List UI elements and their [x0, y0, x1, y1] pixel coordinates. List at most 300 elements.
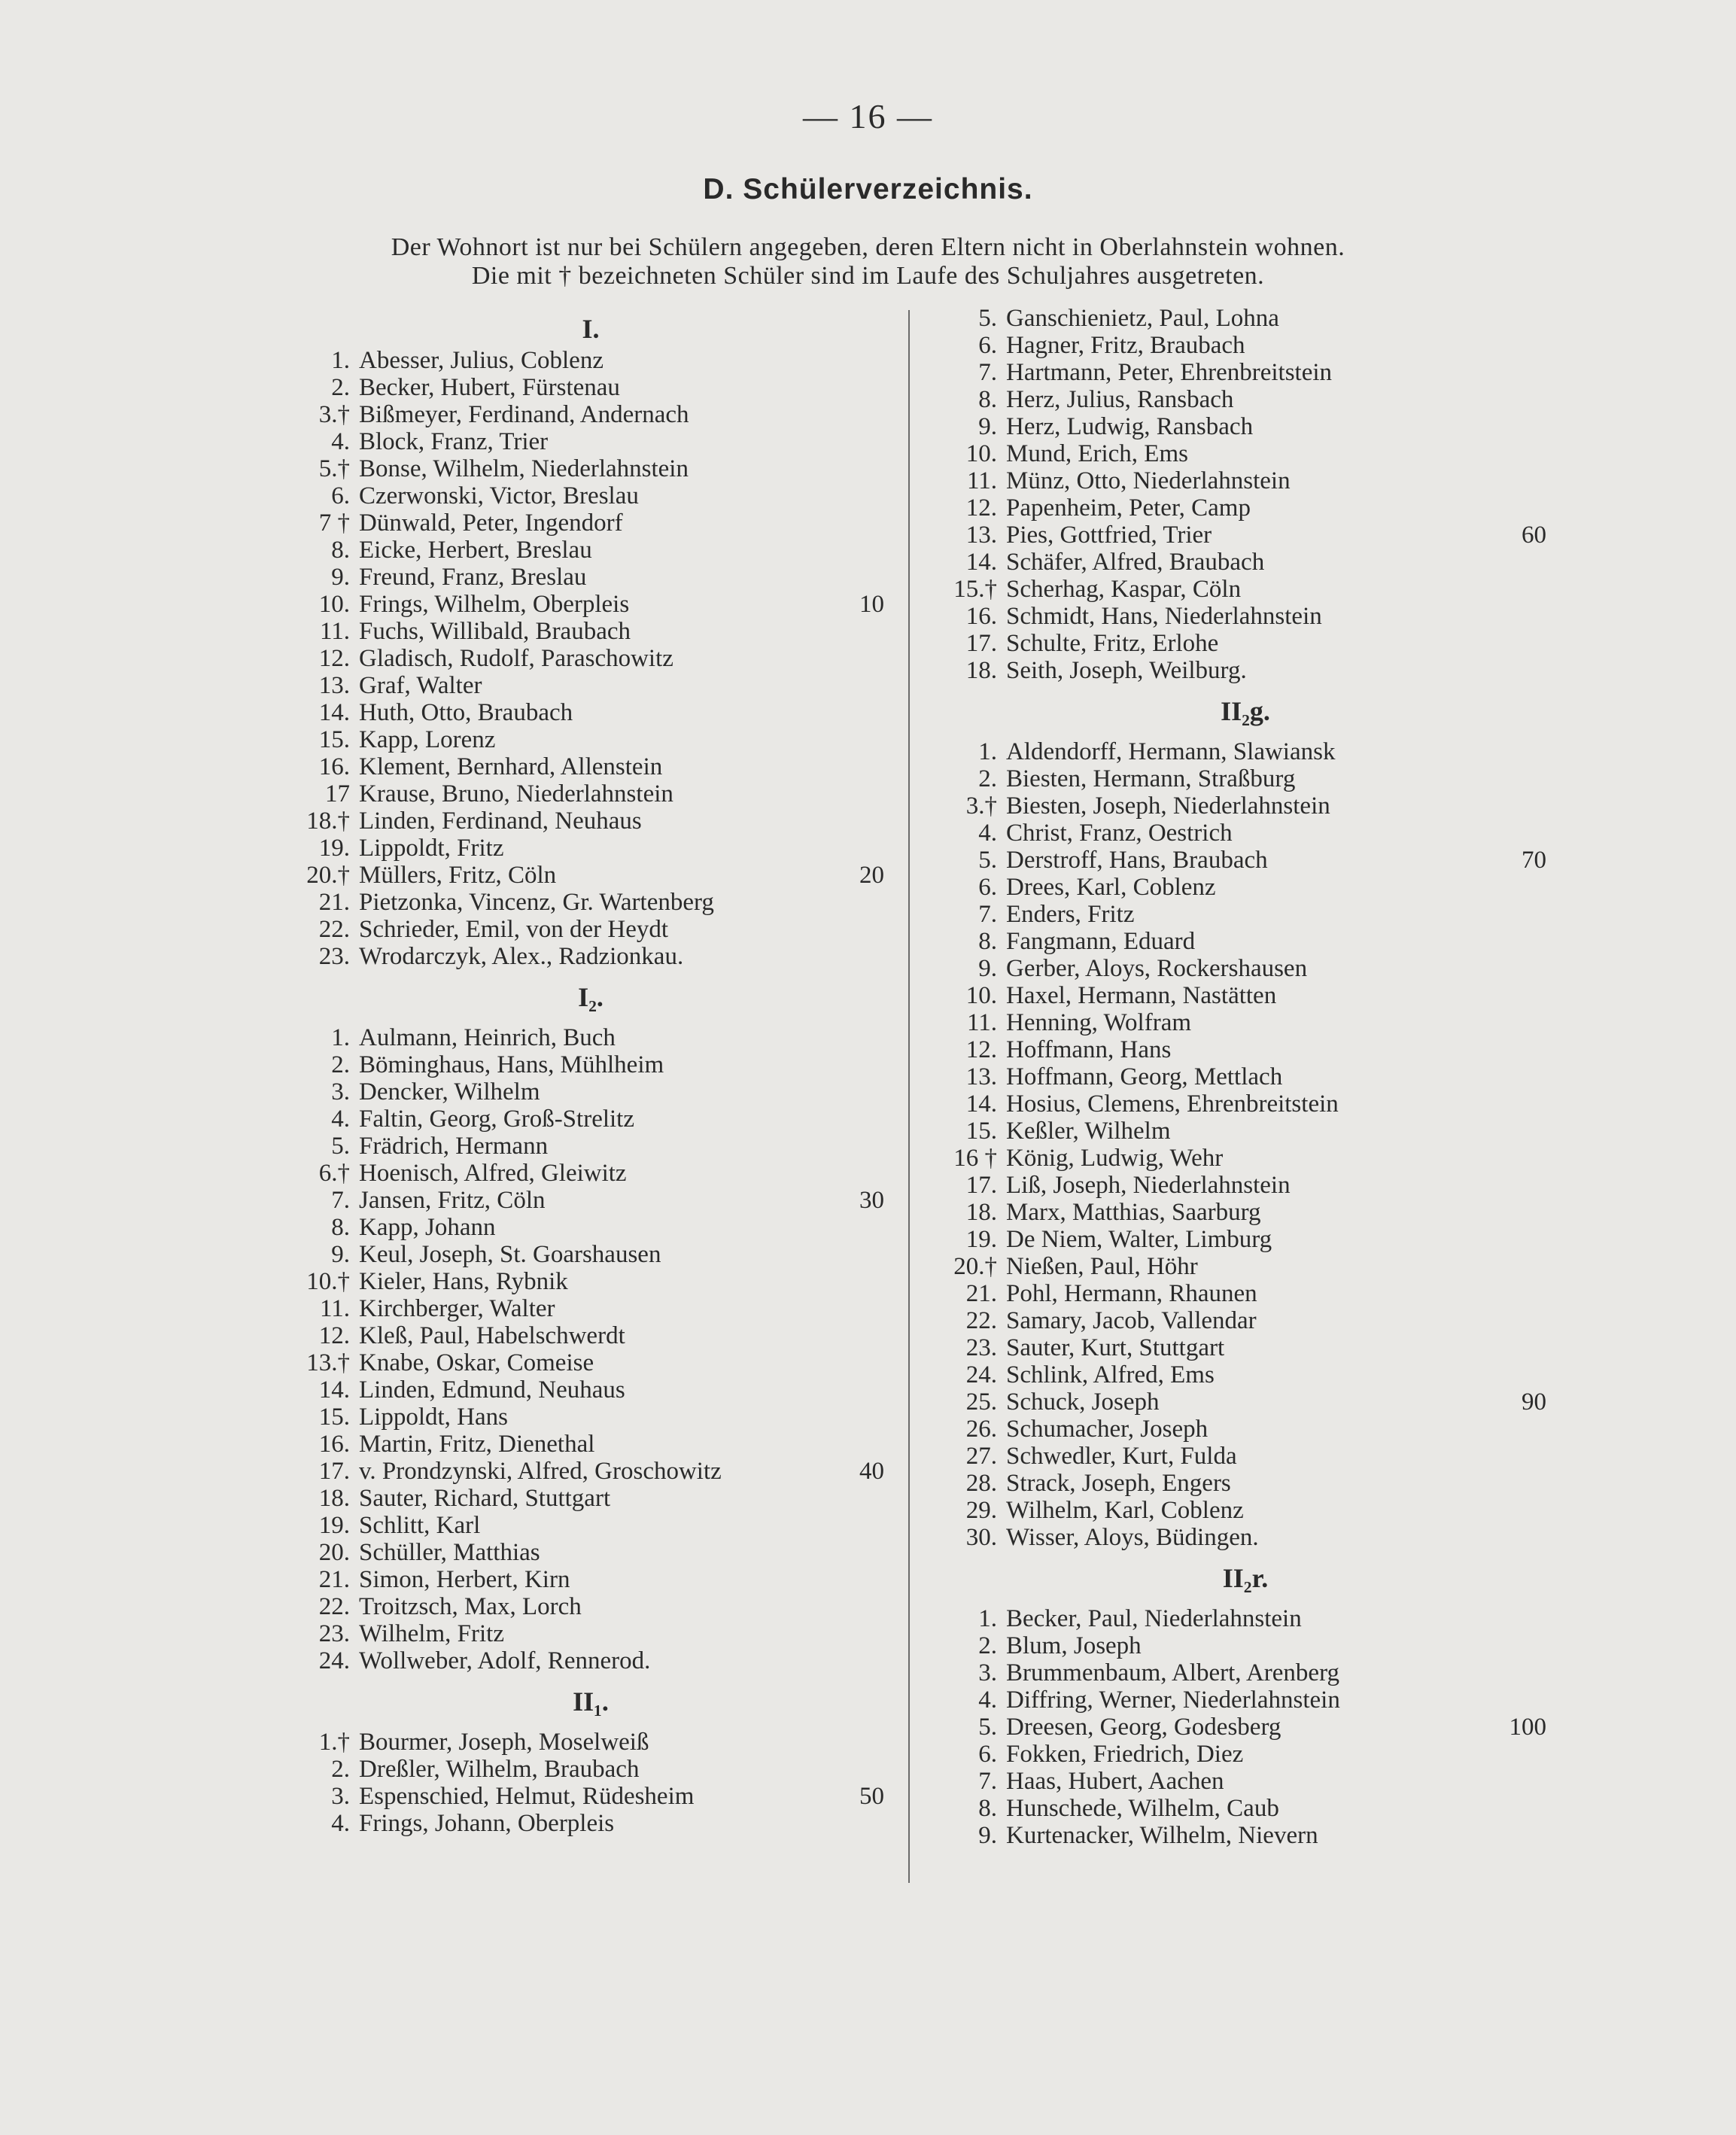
student-row: [944, 1036, 1546, 1063]
student-entry: Ganschienietz, Paul, Lohna: [1006, 305, 1279, 332]
student-number: 17.: [318, 1458, 350, 1485]
student-row: [297, 916, 884, 943]
student-entry: Becker, Paul, Niederlahnstein: [1006, 1605, 1302, 1632]
student-entry: Czerwonski, Victor, Breslau: [359, 482, 639, 509]
student-number: 23.: [965, 1334, 997, 1361]
student-entry: Wisser, Aloys, Büdingen.: [1006, 1524, 1259, 1551]
student-number: 7 †: [318, 509, 350, 537]
student-row: [297, 699, 884, 726]
student-entry: Bißmeyer, Ferdinand, Andernach: [359, 401, 689, 428]
page-number: — 16 —: [803, 97, 933, 135]
student-row: [297, 943, 884, 970]
section-title: II₂g.: [1221, 696, 1270, 726]
section-II1-continued: [944, 305, 1546, 684]
student-row: [297, 347, 884, 374]
student-number: 13.: [318, 672, 350, 699]
student-entry: Fokken, Friedrich, Diez: [1006, 1741, 1244, 1768]
student-row: [944, 1361, 1546, 1388]
intro-line-1: Der Wohnort ist nur bei Schülern angegeben, deren Eltern nicht in Oberlahnstein wohnen.: [391, 233, 1345, 261]
student-number: 4.: [978, 1686, 997, 1714]
student-entry: Simon, Herbert, Kirn: [359, 1566, 570, 1593]
student-number: 20.†: [306, 862, 350, 889]
column-divider: [908, 310, 910, 1883]
student-row: [944, 1686, 1546, 1714]
student-number: 19.: [318, 835, 350, 862]
student-row: [944, 440, 1546, 467]
student-entry: Linden, Edmund, Neuhaus: [359, 1376, 625, 1404]
student-entry: Christ, Franz, Oestrich: [1006, 820, 1233, 847]
student-entry: Scherhag, Kaspar, Cöln: [1006, 576, 1242, 603]
student-number: 6.: [331, 482, 350, 509]
student-number: 9.: [331, 1241, 350, 1268]
student-number: 6.†: [318, 1160, 350, 1187]
student-number: 8.: [331, 1214, 350, 1241]
student-entry: Strack, Joseph, Engers: [1006, 1470, 1231, 1497]
student-entry: Schuck, Joseph: [1006, 1388, 1160, 1416]
student-row: [297, 1485, 884, 1512]
student-number: 12.: [318, 645, 350, 672]
student-entry: De Niem, Walter, Limburg: [1006, 1226, 1272, 1253]
student-number: 15.†: [953, 576, 997, 603]
student-number: 3.: [331, 1078, 350, 1106]
student-row: [297, 564, 884, 591]
student-row: [944, 1632, 1546, 1659]
student-number: 12.: [965, 494, 997, 522]
student-row: [944, 955, 1546, 982]
student-number: 7.: [978, 359, 997, 386]
student-entry: Schumacher, Joseph: [1006, 1416, 1209, 1443]
student-entry: Seith, Joseph, Weilburg.: [1006, 657, 1247, 684]
section-I2: [297, 970, 884, 1674]
student-number: 20.: [318, 1539, 350, 1566]
student-number: 1.: [978, 1605, 997, 1632]
student-row: [297, 862, 884, 889]
student-entry: Dünwald, Peter, Ingendorf: [359, 509, 623, 537]
student-row: [297, 1322, 884, 1349]
student-row: [944, 901, 1546, 928]
student-entry: Frädrich, Hermann: [359, 1133, 549, 1160]
student-entry: Herz, Ludwig, Ransbach: [1006, 413, 1254, 440]
student-entry: Kleß, Paul, Habelschwerdt: [359, 1322, 625, 1349]
student-row: [944, 1063, 1546, 1090]
student-row: [944, 576, 1546, 603]
student-number: 27.: [965, 1443, 997, 1470]
student-entry: Becker, Hubert, Fürstenau: [359, 374, 620, 401]
student-row: [944, 1822, 1546, 1849]
student-entry: Schwedler, Kurt, Fulda: [1006, 1443, 1237, 1470]
student-number: 5.: [331, 1133, 350, 1160]
student-entry: Mund, Erich, Ems: [1006, 440, 1188, 467]
student-row: [944, 847, 1546, 874]
student-number: 14.: [965, 549, 997, 576]
student-number: 12.: [318, 1322, 350, 1349]
student-entry: Schüller, Matthias: [359, 1539, 540, 1566]
student-row: [944, 792, 1546, 820]
student-number: 2.: [978, 1632, 997, 1659]
student-entry: Dreesen, Georg, Godesberg: [1006, 1714, 1281, 1741]
student-entry: Haxel, Hermann, Nastätten: [1006, 982, 1277, 1009]
student-row: [944, 738, 1546, 765]
student-entry: Frings, Wilhelm, Oberpleis: [359, 591, 630, 618]
student-row: [297, 780, 884, 807]
student-row: [297, 428, 884, 455]
student-row: [944, 332, 1546, 359]
student-number: 5.: [978, 1714, 997, 1741]
student-entry: Hoffmann, Hans: [1006, 1036, 1172, 1063]
student-row: [944, 1118, 1546, 1145]
student-entry: Derstroff, Hans, Braubach: [1006, 847, 1268, 874]
student-row: [944, 1199, 1546, 1226]
student-number: 14.: [318, 1376, 350, 1404]
student-entry: Kurtenacker, Wilhelm, Nievern: [1006, 1822, 1318, 1849]
student-entry: Schlitt, Karl: [359, 1512, 481, 1539]
student-number: 1.: [978, 738, 997, 765]
student-number: 4.: [331, 1810, 350, 1837]
student-row: [944, 874, 1546, 901]
student-row: [297, 1051, 884, 1078]
student-entry: Henning, Wolfram: [1006, 1009, 1192, 1036]
student-row: [297, 889, 884, 916]
student-entry: Biesten, Joseph, Niederlahnstein: [1006, 792, 1330, 820]
student-row: [297, 1404, 884, 1431]
student-number: 22.: [965, 1307, 997, 1334]
student-row: [944, 1253, 1546, 1280]
student-row: [944, 1659, 1546, 1686]
student-entry: Biesten, Hermann, Straßburg: [1006, 765, 1296, 792]
student-row: [297, 1512, 884, 1539]
student-row: [944, 1605, 1546, 1632]
student-number: 2.: [331, 1756, 350, 1783]
student-number: 19.: [318, 1512, 350, 1539]
student-number: 15.: [965, 1118, 997, 1145]
student-number: 10.: [965, 440, 997, 467]
student-row: [297, 1349, 884, 1376]
student-row: [944, 1714, 1546, 1741]
section-title: II₁.: [573, 1686, 609, 1717]
student-row: [297, 618, 884, 645]
student-row: [297, 1620, 884, 1647]
student-row: [944, 1090, 1546, 1118]
student-number: 4.: [331, 428, 350, 455]
student-entry: Aldendorff, Hermann, Slawiansk: [1006, 738, 1336, 765]
student-number: 6.: [978, 874, 997, 901]
student-entry: Enders, Fritz: [1006, 901, 1135, 928]
student-entry: Faltin, Georg, Groß-Strelitz: [359, 1106, 634, 1133]
student-row: [297, 1376, 884, 1404]
student-row: [944, 1497, 1546, 1524]
student-row: [944, 1795, 1546, 1822]
student-number: 3.†: [318, 401, 350, 428]
running-count: 100: [1509, 1714, 1546, 1741]
student-entry: Dencker, Wilhelm: [359, 1078, 540, 1106]
section-title: I.: [582, 314, 600, 344]
student-number: 13.: [965, 522, 997, 549]
student-row: [297, 1458, 884, 1485]
student-row: [297, 1160, 884, 1187]
student-entry: Pietzonka, Vincenz, Gr. Wartenberg: [359, 889, 714, 916]
student-number: 21.: [318, 889, 350, 916]
student-entry: Müllers, Fritz, Cöln: [359, 862, 557, 889]
running-count: 70: [1522, 847, 1546, 874]
student-entry: Schulte, Fritz, Erlohe: [1006, 630, 1219, 657]
student-number: 15.: [318, 1404, 350, 1431]
student-number: 11.: [966, 1009, 997, 1036]
student-entry: Klement, Bernhard, Allenstein: [359, 753, 663, 780]
student-entry: Martin, Fritz, Dienethal: [359, 1431, 595, 1458]
student-number: 18.: [965, 1199, 997, 1226]
student-number: 8.: [978, 386, 997, 413]
student-number: 22.: [318, 916, 350, 943]
student-number: 6.: [978, 1741, 997, 1768]
student-number: 17: [325, 780, 350, 807]
student-row: [944, 982, 1546, 1009]
student-entry: Kapp, Johann: [359, 1214, 496, 1241]
student-number: 9.: [331, 564, 350, 591]
student-entry: Kirchberger, Walter: [359, 1295, 555, 1322]
student-entry: Blum, Joseph: [1006, 1632, 1142, 1659]
student-number: 19.: [965, 1226, 997, 1253]
student-row: [297, 1078, 884, 1106]
student-entry: Eicke, Herbert, Breslau: [359, 537, 592, 564]
student-row: [944, 413, 1546, 440]
student-entry: Linden, Ferdinand, Neuhaus: [359, 807, 642, 835]
student-row: [944, 1768, 1546, 1795]
student-entry: Brummenbaum, Albert, Arenberg: [1006, 1659, 1339, 1686]
student-number: 30.: [965, 1524, 997, 1551]
student-entry: Keßler, Wilhelm: [1006, 1118, 1171, 1145]
student-row: [944, 386, 1546, 413]
student-entry: Diffring, Werner, Niederlahnstein: [1006, 1686, 1340, 1714]
student-row: [944, 630, 1546, 657]
section-title: II₂r.: [1222, 1563, 1269, 1593]
student-entry: Lippoldt, Hans: [359, 1404, 508, 1431]
student-row: [297, 509, 884, 537]
student-entry: Gladisch, Rudolf, Paraschowitz: [359, 645, 673, 672]
student-number: 24.: [318, 1647, 350, 1674]
right-column: [944, 305, 1546, 1849]
running-count: 90: [1522, 1388, 1546, 1416]
student-number: 9.: [978, 955, 997, 982]
student-entry: Fuchs, Willibald, Braubach: [359, 618, 631, 645]
student-row: [944, 1307, 1546, 1334]
student-entry: König, Ludwig, Wehr: [1006, 1145, 1224, 1172]
student-number: 2.: [331, 374, 350, 401]
student-row: [297, 1810, 884, 1837]
student-entry: Jansen, Fritz, Cöln: [359, 1187, 546, 1214]
student-row: [297, 1241, 884, 1268]
student-number: 15.: [318, 726, 350, 753]
student-row: [944, 305, 1546, 332]
student-entry: Hartmann, Peter, Ehrenbreitstein: [1006, 359, 1333, 386]
student-number: 5.: [978, 847, 997, 874]
student-number: 10.†: [306, 1268, 350, 1295]
student-entry: v. Prondzynski, Alfred, Groschowitz: [359, 1458, 722, 1485]
student-row: [297, 455, 884, 482]
student-number: 11.: [319, 1295, 350, 1322]
student-row: [297, 1214, 884, 1241]
student-row: [297, 401, 884, 428]
student-row: [297, 1647, 884, 1674]
student-entry: Dreßler, Wilhelm, Braubach: [359, 1756, 640, 1783]
student-entry: Hoenisch, Alfred, Gleiwitz: [359, 1160, 627, 1187]
student-entry: Schlink, Alfred, Ems: [1006, 1361, 1215, 1388]
student-number: 5.: [978, 305, 997, 332]
section-title: I₂.: [578, 982, 603, 1012]
student-number: 8.: [978, 928, 997, 955]
student-number: 9.: [978, 413, 997, 440]
student-row: [944, 1334, 1546, 1361]
student-entry: Troitzsch, Max, Lorch: [359, 1593, 582, 1620]
student-entry: Hoffmann, Georg, Mettlach: [1006, 1063, 1283, 1090]
student-number: 1.: [331, 1024, 350, 1051]
student-row: [297, 726, 884, 753]
student-row: [944, 494, 1546, 522]
student-row: [297, 1593, 884, 1620]
student-row: [944, 1388, 1546, 1416]
running-count: 30: [859, 1187, 884, 1214]
student-number: 23.: [318, 943, 350, 970]
student-number: 29.: [965, 1497, 997, 1524]
student-number: 7.: [978, 901, 997, 928]
student-number: 22.: [318, 1593, 350, 1620]
student-entry: Samary, Jacob, Vallendar: [1006, 1307, 1257, 1334]
student-number: 3.†: [965, 792, 997, 820]
student-number: 11.: [966, 467, 997, 494]
student-entry: Espenschied, Helmut, Rüdesheim: [359, 1783, 695, 1810]
student-entry: Knabe, Oskar, Comeise: [359, 1349, 594, 1376]
student-row: [297, 591, 884, 618]
student-row: [297, 482, 884, 509]
student-number: 14.: [318, 699, 350, 726]
student-entry: Marx, Matthias, Saarburg: [1006, 1199, 1261, 1226]
student-number: 18.†: [306, 807, 350, 835]
student-number: 11.: [319, 618, 350, 645]
student-entry: Abesser, Julius, Coblenz: [359, 347, 603, 374]
student-entry: Schrieder, Emil, von der Heydt: [359, 916, 669, 943]
student-entry: Schmidt, Hans, Niederlahnstein: [1006, 603, 1322, 630]
student-row: [944, 657, 1546, 684]
student-row: [944, 359, 1546, 386]
student-number: 21.: [318, 1566, 350, 1593]
intro-line-2: Die mit † bezeichneten Schüler sind im Laufe des Schuljahres ausgetreten.: [471, 262, 1265, 290]
student-row: [297, 835, 884, 862]
student-row: [297, 1566, 884, 1593]
student-entry: Bonse, Wilhelm, Niederlahnstein: [359, 455, 689, 482]
student-entry: Schäfer, Alfred, Braubach: [1006, 549, 1265, 576]
student-number: 23.: [318, 1620, 350, 1647]
student-row: [297, 1024, 884, 1051]
student-row: [944, 603, 1546, 630]
student-entry: Wilhelm, Fritz: [359, 1620, 504, 1647]
student-row: [944, 467, 1546, 494]
student-number: 1.: [331, 347, 350, 374]
student-row: [297, 1729, 884, 1756]
student-number: 2.: [978, 765, 997, 792]
student-number: 16.: [318, 753, 350, 780]
student-row: [297, 1187, 884, 1214]
student-entry: Krause, Bruno, Niederlahnstein: [359, 780, 673, 807]
student-row: [297, 1268, 884, 1295]
student-row: [944, 1145, 1546, 1172]
student-entry: Huth, Otto, Braubach: [359, 699, 573, 726]
student-entry: Herz, Julius, Ransbach: [1006, 386, 1234, 413]
student-number: 24.: [965, 1361, 997, 1388]
student-row: [297, 1106, 884, 1133]
student-number: 20.†: [953, 1253, 997, 1280]
student-number: 2.: [331, 1051, 350, 1078]
student-row: [944, 1280, 1546, 1307]
student-row: [944, 820, 1546, 847]
section-II1: [297, 1674, 884, 1837]
student-row: [297, 672, 884, 699]
student-entry: Lippoldt, Fritz: [359, 835, 504, 862]
student-row: [944, 522, 1546, 549]
student-row: [944, 1524, 1546, 1551]
student-number: 10.: [318, 591, 350, 618]
running-count: 60: [1522, 522, 1546, 549]
left-column: [297, 305, 884, 1837]
student-number: 16.: [965, 603, 997, 630]
student-row: [297, 645, 884, 672]
student-number: 13.†: [306, 1349, 350, 1376]
student-row: [944, 1443, 1546, 1470]
student-row: [297, 1431, 884, 1458]
student-entry: Hosius, Clemens, Ehrenbreitstein: [1006, 1090, 1339, 1118]
student-number: 7.: [331, 1187, 350, 1214]
student-number: 6.: [978, 332, 997, 359]
student-number: 1.†: [318, 1729, 350, 1756]
student-number: 18.: [318, 1485, 350, 1512]
student-number: 25.: [965, 1388, 997, 1416]
running-count: 10: [859, 591, 884, 618]
student-number: 4.: [978, 820, 997, 847]
student-row: [297, 537, 884, 564]
student-entry: Hunschede, Wilhelm, Caub: [1006, 1795, 1279, 1822]
student-row: [944, 1009, 1546, 1036]
student-entry: Hagner, Fritz, Braubach: [1006, 332, 1245, 359]
student-entry: Sauter, Richard, Stuttgart: [359, 1485, 611, 1512]
student-row: [944, 549, 1546, 576]
student-entry: Sauter, Kurt, Stuttgart: [1006, 1334, 1225, 1361]
student-entry: Fangmann, Eduard: [1006, 928, 1196, 955]
student-entry: Kapp, Lorenz: [359, 726, 496, 753]
student-row: [297, 1783, 884, 1810]
student-entry: Nießen, Paul, Höhr: [1006, 1253, 1198, 1280]
student-entry: Block, Franz, Trier: [359, 428, 549, 455]
student-number: 3.: [331, 1783, 350, 1810]
student-row: [297, 807, 884, 835]
student-number: 28.: [965, 1470, 997, 1497]
student-number: 12.: [965, 1036, 997, 1063]
student-row: [944, 765, 1546, 792]
student-row: [297, 753, 884, 780]
student-number: 10.: [965, 982, 997, 1009]
student-row: [297, 1756, 884, 1783]
student-number: 16 †: [953, 1145, 997, 1172]
student-entry: Wrodarczyk, Alex., Radzionkau.: [359, 943, 684, 970]
student-number: 16.: [318, 1431, 350, 1458]
student-row: [297, 1539, 884, 1566]
student-number: 17.: [965, 630, 997, 657]
running-count: 20: [859, 862, 884, 889]
student-row: [944, 1741, 1546, 1768]
running-count: 50: [859, 1783, 884, 1810]
student-number: 21.: [965, 1280, 997, 1307]
section-I: [297, 305, 884, 970]
student-entry: Papenheim, Peter, Camp: [1006, 494, 1251, 522]
running-count: 40: [859, 1458, 884, 1485]
student-number: 7.: [978, 1768, 997, 1795]
